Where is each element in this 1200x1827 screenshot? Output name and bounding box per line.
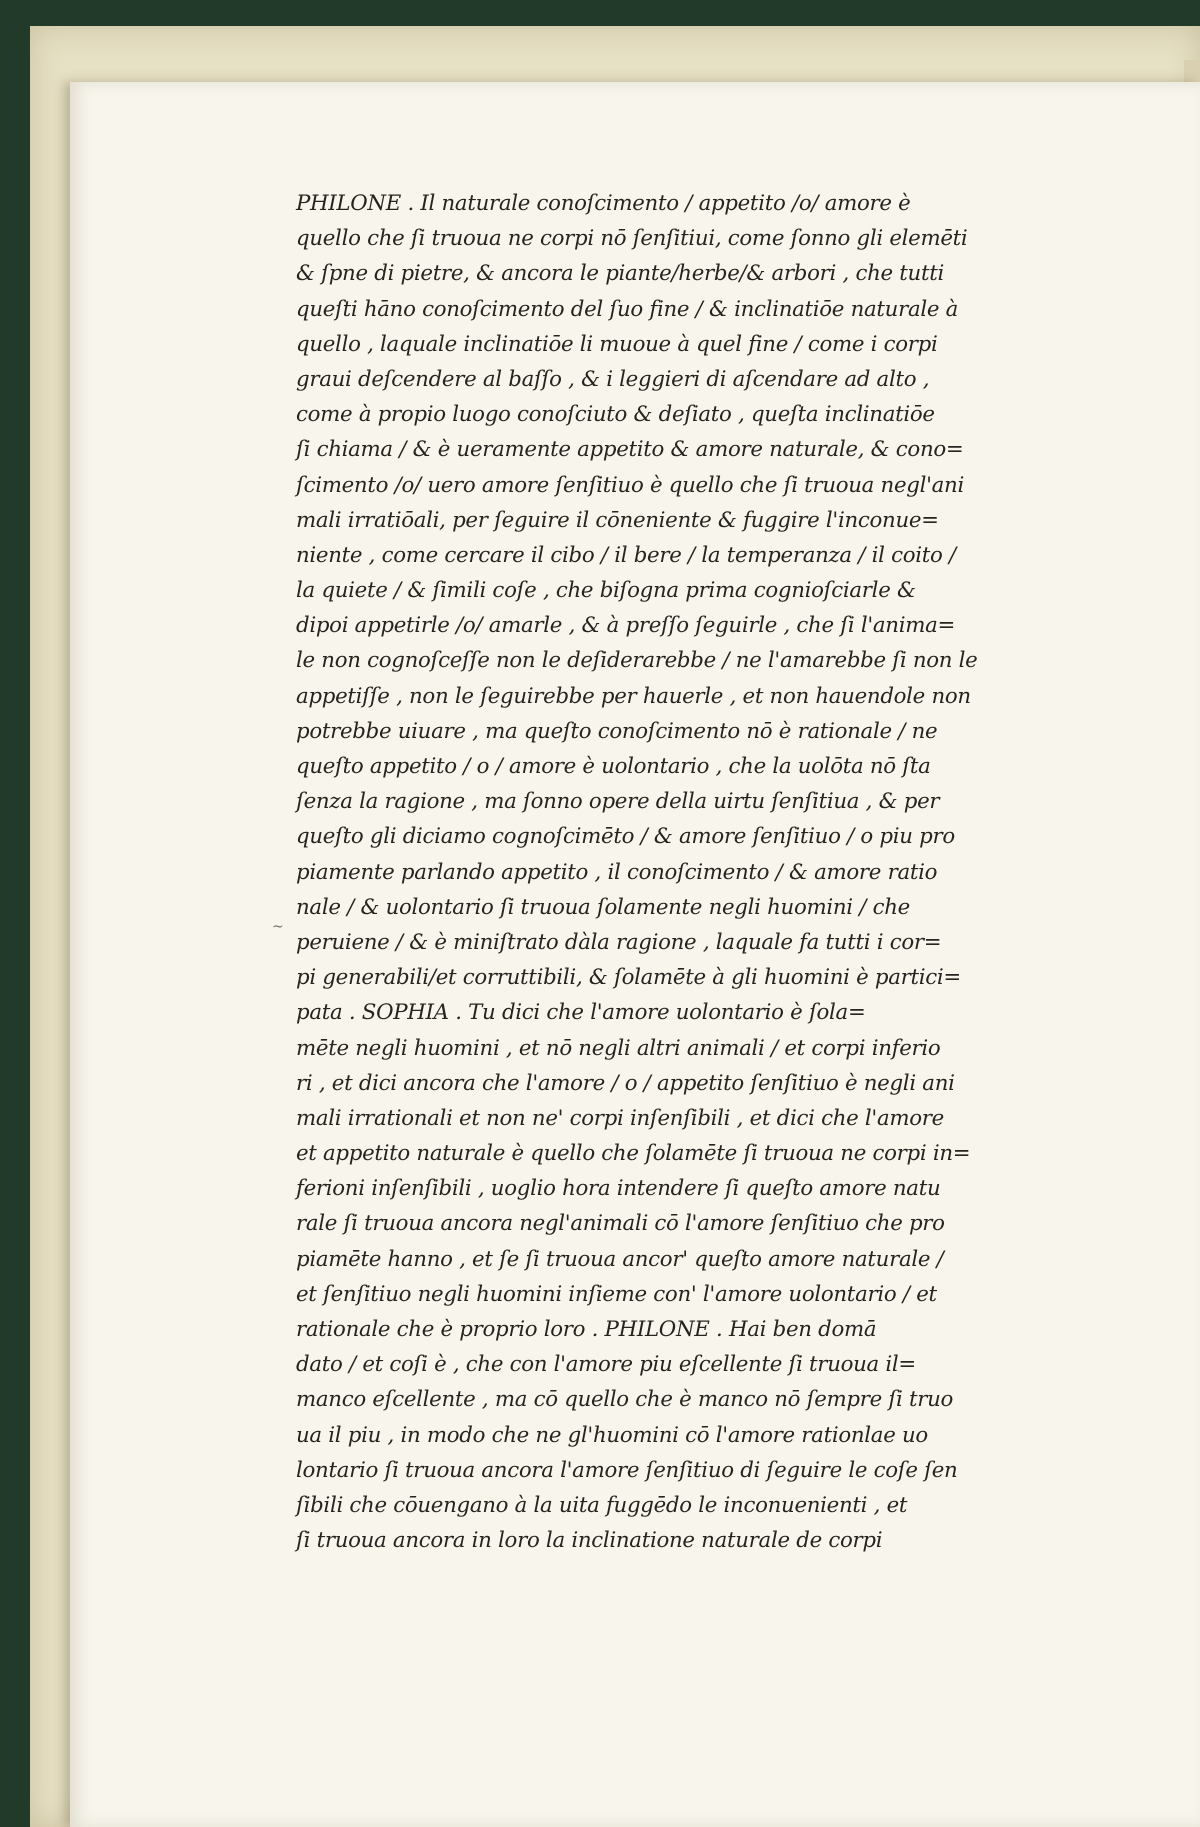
text-line: piamēte hanno , et ſe ſi truoua ancor' queſto amore naturale /	[296, 1246, 944, 1272]
text-line: queſto gli diciamo cognoſcimēto / & amore ſenſitiuo / o piu pro	[296, 824, 955, 850]
text-line: ua il piu , in modo che ne gl'huomini cō l'amore rationlae uo	[296, 1422, 928, 1448]
text-line: pi generabili/et corruttibili, & ſolamēte à gli huomini è partici=	[296, 965, 961, 991]
text-line: PHILONE . Il naturale conoſcimento / appetito /o/ amore è	[296, 191, 911, 216]
text-line: come à propio luogo conoſciuto & deſiato , queſta inclinatiōe	[296, 402, 935, 428]
text-line: lontario ſi truoua ancora l'amore ſenſitiuo di ſeguire le coſe ſen	[296, 1457, 958, 1483]
text-line: rale ſi truoua ancora negl'animali cō l'amore ſenſitiuo che pro	[296, 1211, 945, 1237]
text-line: ſi chiama / & è ueramente appetito & amore naturale, & cono=	[296, 437, 964, 463]
text-line: et ſenſitiuo negli huomini inſieme con' l'amore uolontario / et	[296, 1281, 937, 1307]
text-line: niente , come cercare il cibo / il bere / la temperanza / il coito /	[296, 542, 956, 568]
text-line: dato / et coſi è , che con l'amore piu eſcellente ſi truoua il=	[296, 1352, 916, 1378]
margin-mark: ~	[272, 919, 284, 935]
text-line: mēte negli huomini , et nō negli altri animali / et corpi inferio	[296, 1035, 941, 1061]
text-line: ſibili che cōuengano à la uita fuggēdo le inconuenienti , et	[296, 1492, 908, 1518]
text-line: rationale che è proprio loro . PHILONE . Hai ben domā	[296, 1317, 877, 1342]
text-line: manco eſcellente , ma cō quello che è manco nō ſempre ſi truo	[296, 1387, 954, 1413]
text-line: mali irratiōali, per ſeguire il cōneniente & fuggire l'inconue=	[296, 507, 939, 533]
text-line: ſenza la ragione , ma ſonno opere della uirtu ſenſitiua , & per	[296, 789, 940, 815]
body-text	[296, 186, 1108, 1558]
text-line: ferioni inſenſibili , uoglio hora intendere ſi queſto amore natu	[296, 1176, 941, 1202]
text-line: la quiete / & ſimili coſe , che biſogna prima cogniоſciarle &	[296, 578, 916, 604]
text-line: nale / & uolontario ſi truoua ſolamente negli huomini / che	[296, 894, 910, 920]
text-line: quello che ſi truoua ne corpi nō ſenſitiui, come ſonno gli elemēti	[296, 226, 968, 252]
text-line: ſcimento /o/ uero amore ſenſitiuo è quello che ſi truoua negl'ani	[296, 472, 964, 498]
text-line: appetiſſe , non le ſeguirebbe per hauerle , et non hauendole non	[296, 683, 971, 709]
text-line: & ſpne di pietre, & ancora le piante/herbe/& arbori , che tutti	[296, 261, 944, 287]
text-line: mali irrationali et non ne' corpi inſenſibili , et dici che l'amore	[296, 1105, 944, 1131]
text-line: peruiene / & è miniſtrato dàla ragione , laquale fa tutti i cor=	[296, 929, 942, 955]
text-line: quello , laquale inclinatiōe li muoue à quel fine / come i corpi	[296, 331, 938, 357]
text-line: le non cognoſceſſe non le deſiderarebbe / ne l'amarebbe ſi non le	[296, 648, 978, 674]
text-line: graui deſcendere al baſſo , & i leggieri di aſcendare ad alto ,	[296, 366, 930, 392]
text-line: queſto appetito / o / amore è uolontario , che la uolōta nō ſta	[296, 754, 931, 779]
text-line: ri , et dici ancora che l'amore / o / appetito ſenſitiuo è negli ani	[296, 1070, 955, 1096]
text-line: dipoi appetirle /o/ amarle , & à preſſo ſeguirle , che ſi l'anima=	[296, 613, 956, 639]
text-line: potrebbe uiuare , ma queſto conoſcimento nō è rationale / ne	[296, 718, 938, 744]
text-line: pata . SOPHIA . Tu dici che l'amore uolontario è ſola=	[296, 1000, 866, 1026]
text-line: et appetito naturale è quello che ſolamēte ſi truoua ne corpi in=	[296, 1141, 971, 1167]
text-line: piamente parlando appetito , il conoſcimento / & amore ratio	[296, 859, 938, 885]
text-line: ſi truoua ancora in loro la inclinatione naturale de corpi	[296, 1528, 883, 1554]
text-line: queſti hāno conoſcimento del ſuo fine / & inclinatiōe naturale à	[296, 296, 959, 322]
